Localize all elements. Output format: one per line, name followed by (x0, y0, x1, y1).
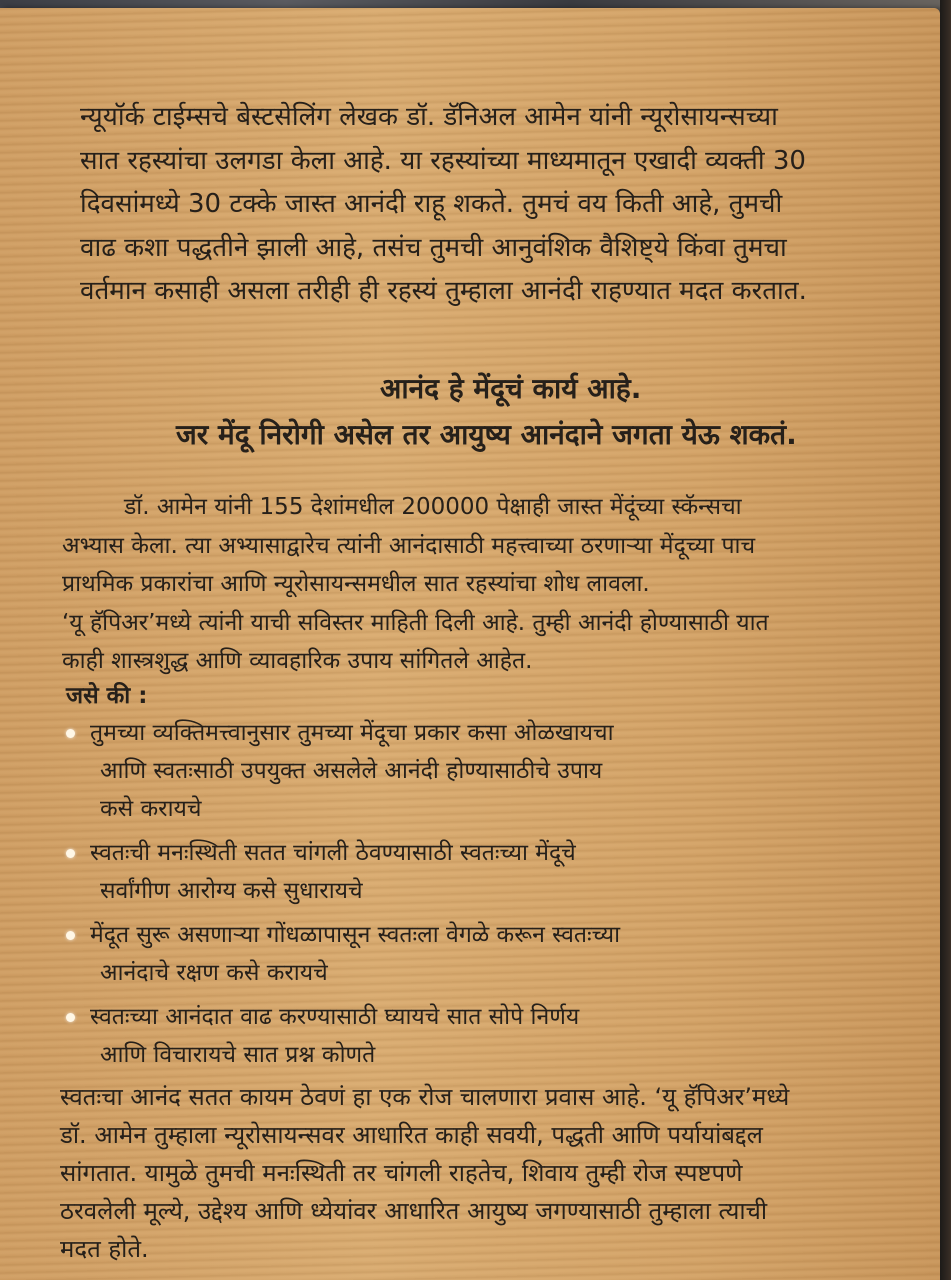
list-item-line: तुमच्या व्यक्तिमत्त्वानुसार तुमच्या मेंदूचा प्रकार कसा ओळखायचा (90, 720, 614, 746)
headline (0, 366, 940, 458)
closing-paragraph (60, 1078, 789, 1268)
intro-paragraph (80, 96, 807, 314)
bullet-dot-icon (66, 1013, 75, 1022)
headline-line-2: जर मेंदू निरोगी असेल तर आयुष्य आनंदाने जगता येऊ शकतं. (176, 418, 797, 451)
body-line: अभ्यास केला. त्या अभ्यासाद्वारेच त्यांनी आनंदासाठी महत्त्वाच्या ठरणाऱ्या मेंदूच्या पाच (62, 532, 756, 559)
list-item-line: आनंदाचे रक्षण कसे करायचे (100, 960, 328, 986)
body-paragraph (62, 488, 769, 681)
body-line: प्राथमिक प्रकारांचा आणि न्यूरोसायन्समधील सात रहस्यांचा शोध लावला. (62, 571, 650, 597)
list-subhead: जसे की : (66, 683, 148, 709)
intro-line: सात रहस्यांचा उलगडा केला आहे. या रहस्यांच्या माध्यमातून एखादी व्यक्ती 30 (80, 145, 806, 176)
list-item-line: मेंदूत सुरू असणाऱ्या गोंधळापासून स्वतःला वेगळे करून स्वतःच्या (90, 922, 621, 948)
closing-line: मदत होते. (60, 1235, 149, 1263)
list-item-line: सर्वांगीण आरोग्य कसे सुधारायचे (100, 878, 363, 904)
list-item (62, 714, 620, 828)
list-item-line: आणि स्वतःसाठी उपयुक्त असलेले आनंदी होण्यासाठीचे उपाय (100, 758, 603, 784)
list-item-line: स्वतःच्या आनंदात वाढ करण्यासाठी घ्यायचे सात सोपे निर्णय (90, 1004, 580, 1030)
intro-line: दिवसांमध्ये 30 टक्के जास्त आनंदी राहू शकते. तुमचं वय किती आहे, तुमची (80, 189, 783, 219)
body-line: काही शास्त्रशुद्ध आणि व्यावहारिक उपाय सांगितले आहेत. (62, 648, 533, 674)
list-item (62, 834, 620, 910)
intro-line: न्यूयॉर्क टाईम्सचे बेस्टसेलिंग लेखक डॉ. डॅनिअल आमेन यांनी न्यूरोसायन्सच्या (80, 102, 778, 132)
book-back-cover (0, 8, 940, 1280)
closing-line: स्वतःचा आनंद सतत कायम ठेवणं हा एक रोज चालणारा प्रवास आहे. ‘यू हॅपिअर’मध्ये (60, 1083, 790, 1111)
headline-line-1: आनंद हे मेंदूचं कार्य आहे. (380, 372, 642, 405)
bullet-dot-icon (66, 849, 75, 858)
cover-edge-shadow (940, 0, 951, 1280)
bullet-list (62, 714, 620, 1080)
list-item (62, 998, 620, 1074)
list-item-line: आणि विचारायचे सात प्रश्न कोणते (100, 1042, 376, 1068)
closing-line: सांगतात. यामुळे तुमची मनःस्थिती तर चांगली राहतेच, शिवाय तुम्ही रोज स्पष्टपणे (60, 1159, 743, 1187)
bullet-dot-icon (66, 931, 75, 940)
intro-line: वाढ कशा पद्धतीने झाली आहे, तसंच तुमची आनुवंशिक वैशिष्ट्ये किंवा तुमचा (80, 232, 787, 263)
body-line: ‘यू हॅपिअर’मध्ये त्यांनी याची सविस्तर माहिती दिली आहे. तुम्ही आनंदी होण्यासाठी यात (62, 609, 769, 636)
list-item-line: स्वतःची मनःस्थिती सतत चांगली ठेवण्यासाठी स्वतःच्या मेंदूचे (90, 840, 576, 866)
bullet-dot-icon (66, 729, 75, 738)
intro-line: वर्तमान कसाही असला तरीही ही रहस्यं तुम्हाला आनंदी राहण्यात मदत करतात. (80, 276, 807, 306)
closing-line: डॉ. आमेन तुम्हाला न्यूरोसायन्सवर आधारित काही सवयी, पद्धती आणि पर्यायांबद्दल (60, 1121, 763, 1149)
closing-line: ठरवलेली मूल्ये, उद्देश्य आणि ध्येयांवर आधारित आयुष्य जगण्यासाठी तुम्हाला त्याची (60, 1197, 768, 1225)
list-item-line: कसे करायचे (100, 796, 202, 822)
list-item (62, 916, 620, 992)
body-line: डॉ. आमेन यांनी 155 देशांमधील 200000 पेक्षाही जास्त मेंदूंच्या स्कॅन्सचा (124, 494, 742, 520)
